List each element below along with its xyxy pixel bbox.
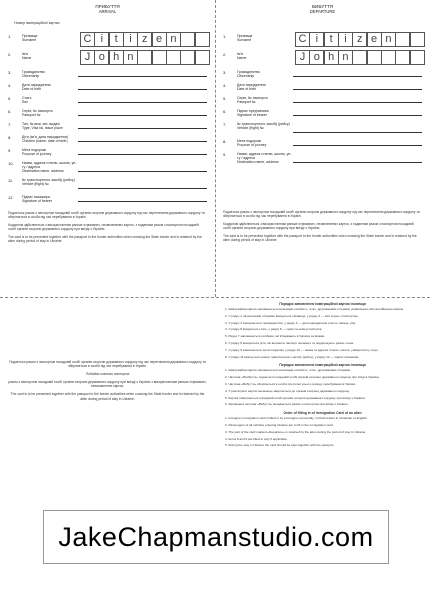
row-label-en: Vehicle (flight) № (237, 126, 264, 131)
letter-box (410, 50, 425, 65)
letter-box: n (338, 50, 353, 65)
row-number: 6. (223, 109, 227, 114)
row-label-en: Type, Visa №, Issue place (22, 126, 63, 131)
row-number: 3. (223, 70, 227, 75)
row-number: 9. (8, 148, 12, 153)
arrival-note-uk: Подається разом з паспортом посадовій особі органів охорони державного кордону під час перетинання державного кордону та зберігається в особи під час перебування в Україні. (8, 211, 205, 220)
row-label (22, 96, 78, 104)
row-number: 8. (223, 139, 227, 144)
instruction-item: 1. Імміграційна картка заповнюється іноземцем особисто, чітко, друкованими літерами. (225, 368, 351, 373)
instruction-item: 1. Імміграційна картка заповнюється іноземцем особисто, чітко, друкованими літерами українською або англійською мовою. (225, 307, 404, 311)
row-number: 2. (223, 52, 227, 57)
row-label-en: Signature of bearer (237, 113, 267, 118)
letter-box: z (352, 32, 367, 47)
row-number: 10. (8, 161, 14, 166)
letter-box (381, 50, 396, 65)
row-label-en: Date of birth (237, 87, 257, 92)
row-label (22, 148, 78, 156)
instruction-item: 3. У рядку 3 зазначається громадянство, у рядку 4 — дата народження (число, місяць, рік). (225, 320, 356, 325)
row-number: 6. (8, 109, 12, 114)
row-number: 1. (223, 34, 227, 39)
row-label-uk: Стать (22, 96, 32, 100)
letter-box (137, 50, 152, 65)
departure-row (215, 119, 430, 136)
row-label (22, 70, 78, 78)
row-label-en: Destination name, address (22, 169, 64, 174)
instructions-heading-2: Порядок заповнення імміграційної картки іноземця (279, 363, 366, 368)
row-label-en: Destination name, address (237, 160, 279, 165)
row-label (22, 109, 78, 117)
letter-box: t (109, 32, 124, 47)
row-number: 4. (8, 83, 12, 88)
row-label-uk: № транспортного засобу (рейсу) (237, 122, 290, 126)
arrival-input-line[interactable] (78, 154, 207, 155)
instruction-item: 3. The part of the card marked «Departure» is retained by the alien during the period of stay in Ukraine. (225, 429, 367, 434)
letter-box: t (324, 32, 339, 47)
row-label (237, 83, 293, 91)
instruction-item: 5. Картка повертається посадовій особі органів охорони державного кордону при виїзді з України. (225, 395, 366, 400)
reverse-note-uk: Подається разом з паспортом посадовій особі органів охорони державного кордону під час перетинання державного кордону та зберігається в особи під час перебування в Україні. (9, 360, 206, 369)
instructions-heading-1: Порядок заповнення імміграційної картки іноземця (279, 302, 366, 306)
letter-box: e (152, 32, 167, 47)
row-label-en: Name (237, 56, 247, 61)
departure-input-line[interactable] (293, 132, 422, 133)
row-label-uk: Тип, № візи, міс. видачі (22, 122, 60, 126)
arrival-input-line[interactable] (78, 89, 207, 90)
arrival-input-line[interactable] (78, 76, 207, 77)
letter-box (152, 50, 167, 65)
reverse-note-heading: Подаймо кожного паспорта (85, 372, 130, 377)
arrival-row (0, 145, 215, 158)
letter-box: z (137, 32, 152, 47)
row-label-uk: Назва, адреса готелю, школи, ун-ту / адреса (22, 161, 77, 170)
row-label (237, 70, 293, 78)
row-number: 5. (223, 96, 227, 101)
instruction-item: 6. Заповнена частина «Вибуття» вкладається разом з паспортом при виїзді з України. (225, 402, 349, 407)
letter-box: i (309, 32, 324, 47)
row-label-uk: Ім'я (237, 52, 243, 56)
row-label (22, 34, 78, 42)
row-number: 3. (8, 70, 12, 75)
instructions-list-2 (215, 369, 430, 407)
departure-row (215, 80, 430, 93)
row-label (22, 122, 78, 130)
row-label (237, 109, 293, 117)
letter-box: e (367, 32, 382, 47)
letter-box: C (80, 32, 95, 47)
row-label-uk: Мета подорожі (237, 139, 261, 143)
letter-box: h (324, 50, 339, 65)
letter-box: n (166, 32, 181, 47)
row-label-en: Purpose of journey (22, 152, 52, 157)
letter-box (410, 32, 425, 47)
row-label-en: Citizenship (22, 74, 40, 79)
card-number-label: Номер імміграційної картки (14, 21, 60, 25)
arrival-row (0, 192, 215, 205)
arrival-section (0, 0, 216, 297)
row-label-uk: Дата народження (22, 83, 51, 87)
row-label (22, 83, 78, 91)
departure-note-uk2: Кордоном здійснюється з використанням раніше отриманих, незаповнених карток, з поданням разом з паспортом посадовій особі органів охорони державного кордону при виїзді з України. (223, 222, 414, 231)
reverse-note-en: The card is to be presented together with the passport to the border authorities when crossing the State border and is retained by the alien during period of stay in Ukraine. (10, 392, 205, 401)
arrival-row (0, 93, 215, 106)
letter-box (180, 50, 195, 65)
row-label (22, 135, 78, 143)
letter-box: h (109, 50, 124, 65)
letter-box: o (94, 50, 109, 65)
arrival-row (0, 175, 215, 192)
departure-input-line[interactable] (293, 145, 422, 146)
reverse-note-uk2: разом з паспортом посадовій особі органів охорони державного кордону при виїзді з України з використанням раніше отриманих, незаповнених карток. (8, 380, 207, 389)
departure-input-line[interactable] (293, 115, 422, 116)
row-label (22, 52, 78, 60)
arrival-surname-boxes[interactable] (80, 32, 209, 47)
departure-row (215, 136, 430, 149)
row-label-uk: Дата народження (237, 83, 266, 87)
arrival-row (0, 132, 215, 145)
instructions-list-3 (215, 417, 430, 448)
arrival-title-en: ARRIVAL (98, 9, 117, 14)
letter-box: i (338, 32, 353, 47)
row-label-uk: Серія, № паспорта (237, 96, 268, 100)
departure-note-en: The card is to be presented together with the passport to the border authorities when crossing the State border and is retained by the alien during period of stay in Ukraine. (223, 234, 417, 243)
arrival-input-line[interactable] (78, 141, 207, 142)
row-label-uk: Мета подорожі (22, 148, 46, 152)
letter-box: i (94, 32, 109, 47)
departure-input-line[interactable] (293, 89, 422, 90)
row-label-uk: Прізвище (237, 34, 253, 38)
row-label (237, 122, 293, 130)
letter-box (352, 50, 367, 65)
letter-box (367, 50, 382, 65)
row-label (22, 161, 78, 174)
row-label-uk: Серія, № паспорта (22, 109, 53, 113)
arrival-note-uk2: Кордоном здійснюється з використанням раніше отриманих, незаповнених карток, з поданням разом з паспортом посадовій особі органів охорони державного кордону при виїзді з України. (8, 223, 199, 232)
instruction-item: 3. Частина «Вибуття» зберігається в особи протягом усього періоду перебування в Україні. (225, 381, 356, 386)
instruction-item: 1. Foreigner immigration card is filled in by a foreigner personally, in block letters in Ukrainian or English. (225, 416, 368, 421)
arrival-row (0, 49, 215, 67)
departure-row (215, 31, 430, 49)
watermark-banner (43, 510, 389, 564)
row-label (22, 178, 78, 186)
arrival-input-line[interactable] (78, 115, 207, 116)
instruction-item: 4. Items 8 and 9 are filled in only if applicable. (225, 436, 288, 441)
row-number: 5. (8, 96, 12, 101)
row-label-en: Citizenship (237, 74, 255, 79)
row-number: 12. (8, 195, 14, 200)
departure-section (215, 0, 430, 297)
row-label-en: Sex (22, 100, 29, 105)
letter-box (166, 50, 181, 65)
row-label-uk: Громадянство (22, 70, 45, 74)
arrival-note-en: The card is to be presented together with the passport to the border authorities when crossing the State border and is retained by the alien during period of stay in Ukraine. (8, 235, 202, 244)
arrival-rows (0, 31, 215, 205)
row-number: 11. (8, 178, 14, 183)
instruction-item: 6. У рядку 8 вказуються діти, які вписані в паспорт іноземця та подорожують разом з ним. (225, 340, 354, 345)
row-label (237, 96, 293, 104)
letter-box: n (123, 50, 138, 65)
instructions-list-1 (215, 308, 430, 359)
row-label-en: Purpose of journey (237, 143, 267, 148)
arrival-row (0, 67, 215, 80)
departure-note-uk: Подається разом з паспортом посадовій особі органів охорони державного кордону під час перетинання державного кордону та зберігається в особи під час перебування в Україні. (223, 210, 420, 219)
instruction-item: 4. У рядку 5 вказується стать, у рядку 6 — серія та номер паспорта. (225, 327, 323, 332)
row-label-en: Passport № (237, 100, 256, 105)
letter-box (195, 32, 210, 47)
row-number: 7. (8, 122, 12, 127)
departure-title-en: DEPARTURE (309, 9, 336, 14)
row-label-uk: Підпис пред'явника (237, 109, 269, 113)
arrival-row (0, 158, 215, 175)
instruction-item: 5. Рядок 7 заповнюється особами, які в'їжджають в Україну за візами. (225, 334, 326, 339)
row-label-en: Passport № (22, 113, 41, 118)
departure-input-line[interactable] (293, 162, 422, 163)
instructions-heading-3: Order of filling in of Immigration Card of an alien (283, 411, 362, 416)
arrival-row (0, 119, 215, 132)
row-number: 7. (223, 122, 227, 127)
departure-row (215, 67, 430, 80)
row-label-uk: № транспортного засобу (рейсу) (22, 178, 75, 182)
arrival-row (0, 106, 215, 119)
letter-box: o (309, 50, 324, 65)
arrival-input-line[interactable] (78, 201, 207, 202)
row-label (237, 52, 293, 60)
arrival-row (0, 31, 215, 49)
row-label-en: Name (22, 56, 32, 61)
departure-title: ВИБУТТЯ (311, 4, 334, 9)
letter-box (180, 32, 195, 47)
row-number: 9. (223, 152, 227, 157)
departure-rows (215, 31, 430, 166)
row-label (22, 195, 78, 203)
letter-box (395, 32, 410, 47)
row-label-en: Children (name, date of birth) (22, 139, 68, 144)
instruction-item: 2. Частина «Прибуття» подається посадовій особі органів охорони державного кордону при в'їзді в Україну. (225, 375, 380, 380)
row-label-en: Surname (22, 38, 37, 43)
row-label-en: Vehicle (flight) № (22, 182, 49, 187)
letter-box: i (123, 32, 138, 47)
letter-box: J (295, 50, 310, 65)
departure-row (215, 49, 430, 67)
row-label-uk: Прізвище (22, 34, 38, 38)
arrival-title: ПРИБУТТЯ (95, 4, 120, 9)
row-number: 8. (8, 135, 12, 140)
row-label-en: Signature of bearer (22, 199, 52, 204)
letter-box: n (381, 32, 396, 47)
departure-row (215, 93, 430, 106)
departure-row (215, 149, 430, 166)
departure-surname-boxes[interactable] (295, 32, 424, 47)
departure-row (215, 106, 430, 119)
arrival-input-line[interactable] (78, 102, 207, 103)
row-number: 2. (8, 52, 12, 57)
departure-name-boxes[interactable] (295, 50, 424, 65)
instruction-item: 7. У рядку 9 зазначається мета подорожі, у рядку 10 — назва та адреса готелю, школи, університету тощо. (225, 347, 379, 352)
instruction-item: 2. Passengers of all vehicles entering Ukraine are to fill in the immigration card. (225, 422, 334, 427)
row-label-uk: Назва, адреса готелю, школи, ун-ту / адреса (237, 152, 292, 161)
row-label (237, 139, 293, 147)
row-number: 4. (223, 83, 227, 88)
row-label-uk: Громадянство (237, 70, 260, 74)
arrival-input-line[interactable] (78, 171, 207, 172)
letter-box (395, 50, 410, 65)
arrival-row (0, 80, 215, 93)
row-label-en: Surname (237, 38, 252, 43)
instruction-item: 5. During the stay in Ukraine the card should be kept together with the passport. (225, 443, 335, 448)
row-label (237, 152, 293, 165)
row-label-uk: Ім'я (22, 52, 28, 56)
arrival-header (0, 4, 215, 14)
instruction-item: 4. У разі втрати картки іноземець звертається до органів охорони державного кордону. (225, 388, 350, 393)
departure-input-line[interactable] (293, 76, 422, 77)
row-label (237, 34, 293, 42)
row-label-uk: Діти (ім'я, дата народження) (22, 135, 68, 139)
departure-input-line[interactable] (293, 102, 422, 103)
instruction-item: 2. У рядку 1 латинськими літерами вказується прізвище, у рядку 2 — ім'я згідно з паспортом. (225, 313, 359, 318)
arrival-input-line[interactable] (78, 188, 207, 189)
arrival-name-boxes[interactable] (80, 50, 209, 65)
letter-box: J (80, 50, 95, 65)
departure-header (215, 4, 430, 14)
row-number: 1. (8, 34, 12, 39)
letter-box (195, 50, 210, 65)
row-label-en: Date of birth (22, 87, 42, 92)
watermark-text: JakeChapmanstudio.com (58, 521, 374, 552)
arrival-input-line[interactable] (78, 128, 207, 129)
instruction-item: 8. У рядку 11 вказується номер транспортного засобу (рейсу), у рядку 12 — підпис пасажира. (225, 354, 360, 359)
letter-box: C (295, 32, 310, 47)
row-label-uk: Підпис пасажира (22, 195, 50, 199)
